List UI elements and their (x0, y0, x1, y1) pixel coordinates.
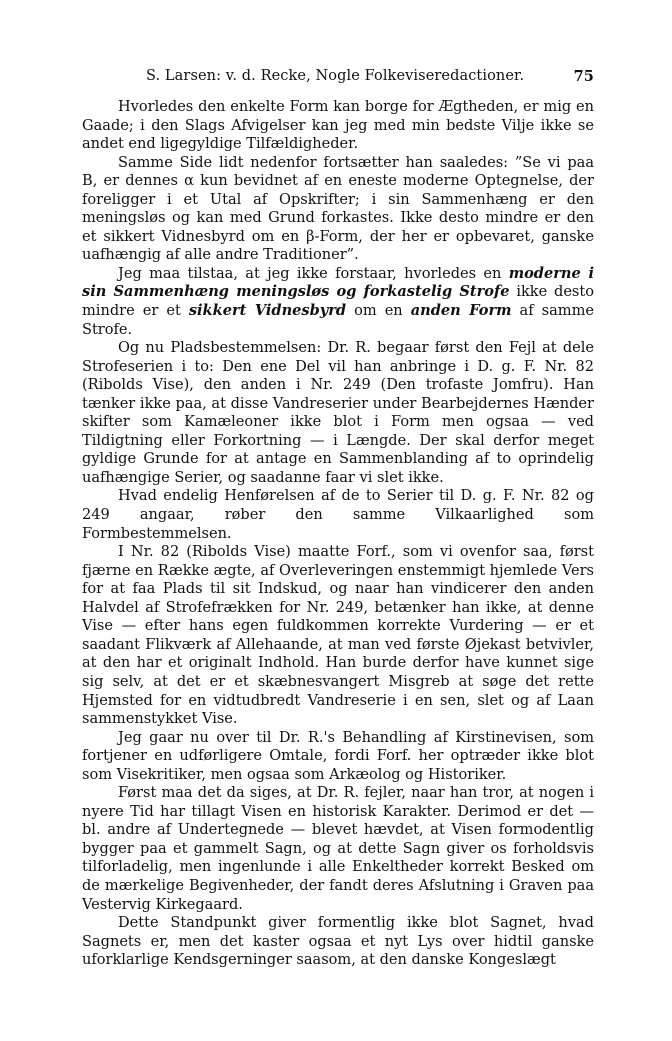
text-run: af samme Strofe. (82, 302, 594, 338)
paragraph: Hvorledes den enkelte Form kan borge for Ægtheden, er mig en Gaade; i den Slags Afvigelser kan jeg med min bedste Vilje ikke se andet end ligegyldige Tilfældigheder. (82, 98, 594, 153)
paragraph: Dette Standpunkt giver formentlig ikke blot Sagnet, hvad Sagnets er, men det kaster ogsaa et nyt Lys over hidtil ganske uforklarlige Kendsgerninger saasom, at den danske Kongeslægt (82, 914, 594, 969)
paragraph: Jeg gaar nu over til Dr. R.'s Behandling af Kirstinevisen, som fortjener en udførligere Omtale, fordi Forf. her optræder ikke blot som Visekritiker, men ogsaa som Arkæolog og Historiker. (82, 728, 594, 783)
paragraph: Hvad endelig Henførelsen af de to Serier til D. g. F. Nr. 82 og 249 angaar, røber den samme Vilkaarlighed som Formbestemmelsen. (82, 487, 594, 542)
paragraph: Og nu Pladsbestemmelsen: Dr. R. begaar først den Fejl at dele Strofeserien i to: Den ene Del vil han anbringe i D. g. F. Nr. 82 (Ribolds Vise), den anden i Nr. 249 (Den trofaste Jomfru). Han tænker ikke paa, at disse Vandreserier under Bearbejdernes Hænder skifter som Kamæleoner ikke blot i Form men ogsaa — ved Tildigtning eller Forkortning — i Længde. Der skal derfor meget gyldige Grunde for at antage en Sammenblanding af to oprindelig uafhængige Serier, og saadanne faar vi slet ikke. (82, 339, 594, 486)
paragraph: I Nr. 82 (Ribolds Vise) maatte Forf., som vi ovenfor saa, først fjærne en Række ægte, af Overleveringen enstemmigt hjemlede Vers for at faa Plads til sit Indskud, og naar han vindicerer den anden Halvdel af Strofefrækken for Nr. 249, betænker han ikke, at denne Vise — efter hans egen fuldkommen korrekte Vurdering — er et saadant Flikværk af Allehaande, at man ved første Øjekast betvivler, at den har et originalt Indhold. Han burde derfor have kunnet sige sig selv, at det er et skæbnesvangert Misgreb at søge det rette Hjemsted for en vidtudbredt Vandreserie i en sen, slet og af Laan sammenstykket Vise. (82, 543, 594, 728)
page-number: 75 (573, 68, 594, 85)
text-run: ikke desto mindre er et (82, 283, 594, 320)
text-run: om en (346, 302, 411, 320)
running-header (82, 64, 594, 90)
text-run: Jeg maa tilstaa, at jeg ikke forstaar, hvorledes en (118, 264, 509, 282)
emphasis-text: anden Form (410, 302, 512, 320)
emphasis-text: moderne i sin Sammenhæng meningsløs og forkastelig Strofe (82, 264, 595, 301)
book-page (82, 64, 594, 970)
running-head-title: S. Larsen: v. d. Recke, Nogle Folkeviseredactioner. (146, 68, 525, 84)
body-text (82, 98, 594, 970)
paragraph: Samme Side lidt nedenfor fortsætter han saaledes: ”Se vi paa B, er dennes α kun bevidnet af en eneste moderne Optegnelse, der foreligger i et Utal af Opskrifter; i sin Sammenhæng er den meningsløs og kan med Grund forkastes. Ikke desto mindre er den et sikkert Vidnesbyrd om en β-Form, der her er opbevaret, ganske uafhængig af alle andre Traditioner”. (82, 153, 594, 264)
paragraph: Først maa det da siges, at Dr. R. fejler, naar han tror, at nogen i nyere Tid har tillagt Visen en historisk Karakter. Derimod er det — bl. andre af Undertegnede — blevet hævdet, at Visen formodentlig bygger paa et gammelt Sagn, og at dette Sagn giver os forholdsvis tilforladelig, men ingenlunde i alle Enkeltheder korrekt Besked om de mærkelige Begivenheder, der fandt deres Afslutning i Graven paa Vestervig Kirkegaard. (82, 784, 594, 913)
paragraph (82, 265, 594, 339)
emphasis-text: sikkert Vidnesbyrd (188, 302, 347, 320)
